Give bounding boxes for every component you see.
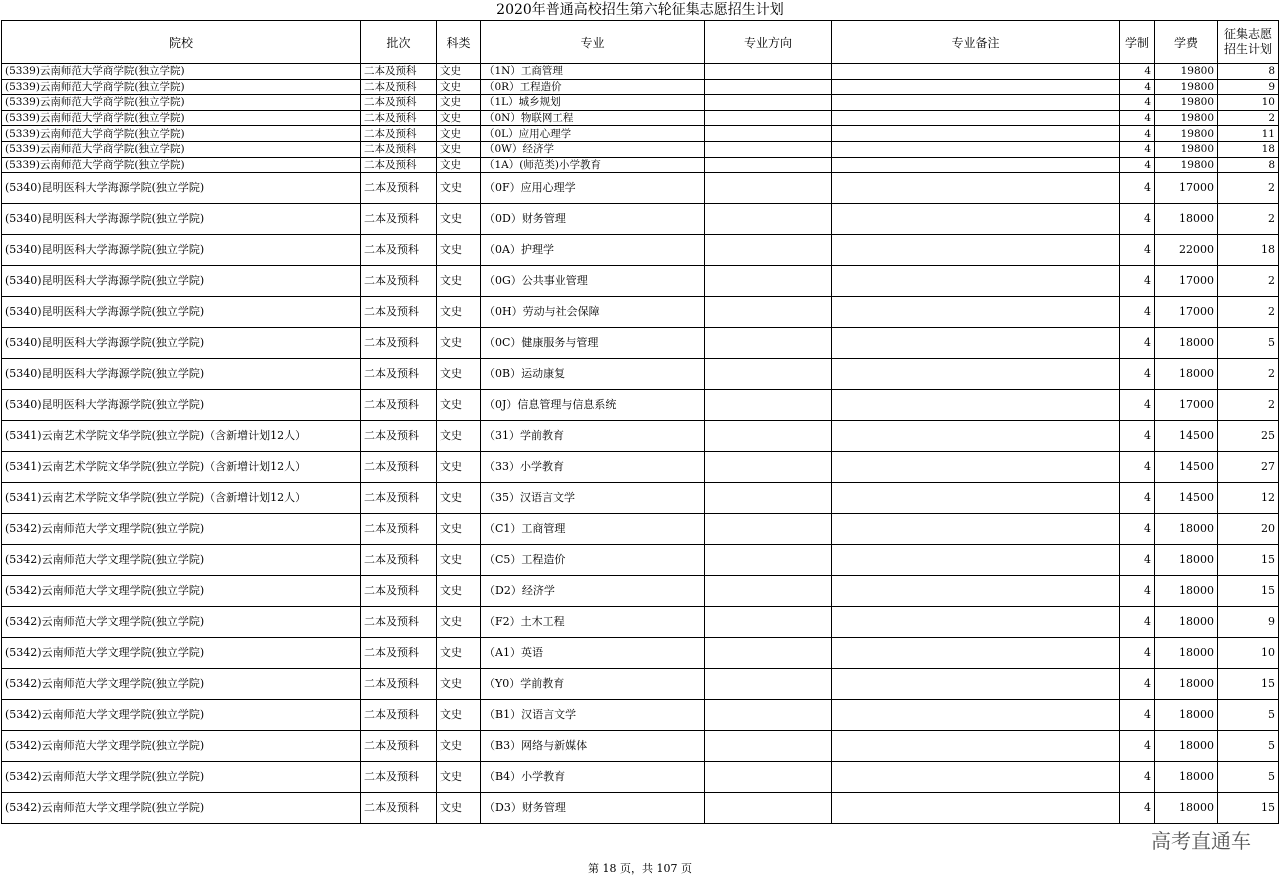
cell-batch: 二本及预科: [361, 514, 437, 545]
cell-batch: 二本及预科: [361, 762, 437, 793]
cell-plan: 18: [1218, 235, 1279, 266]
cell-remark: [832, 731, 1120, 762]
cell-remark: [832, 638, 1120, 669]
cell-fee: 18000: [1155, 545, 1218, 576]
cell-years: 4: [1120, 110, 1155, 126]
cell-remark: [832, 793, 1120, 824]
cell-plan: 20: [1218, 514, 1279, 545]
cell-batch: 二本及预科: [361, 483, 437, 514]
table-row: [2, 545, 1279, 576]
cell-category: 文史: [437, 173, 481, 204]
cell-remark: [832, 79, 1120, 95]
cell-direction: [705, 452, 832, 483]
cell-batch: 二本及预科: [361, 95, 437, 111]
cell-direction: [705, 607, 832, 638]
cell-major: （0B）运动康复: [481, 359, 705, 390]
cell-years: 4: [1120, 359, 1155, 390]
cell-category: 文史: [437, 266, 481, 297]
cell-major: （0R）工程造价: [481, 79, 705, 95]
table-row: [2, 669, 1279, 700]
cell-years: 4: [1120, 607, 1155, 638]
cell-remark: [832, 359, 1120, 390]
cell-fee: 18000: [1155, 576, 1218, 607]
cell-category: 文史: [437, 452, 481, 483]
table-row: [2, 483, 1279, 514]
cell-plan: 2: [1218, 110, 1279, 126]
cell-school: (5339)云南师范大学商学院(独立学院): [2, 157, 361, 173]
cell-category: 文史: [437, 297, 481, 328]
cell-years: 4: [1120, 731, 1155, 762]
header-plan: [1218, 21, 1279, 64]
cell-remark: [832, 173, 1120, 204]
cell-fee: 18000: [1155, 607, 1218, 638]
cell-fee: 19800: [1155, 110, 1218, 126]
cell-direction: [705, 297, 832, 328]
cell-direction: [705, 731, 832, 762]
cell-batch: 二本及预科: [361, 793, 437, 824]
cell-batch: 二本及预科: [361, 545, 437, 576]
cell-fee: 19800: [1155, 157, 1218, 173]
header-school: 院校: [2, 21, 361, 64]
watermark: 高考直通车: [1151, 829, 1251, 853]
cell-batch: 二本及预科: [361, 204, 437, 235]
cell-years: 4: [1120, 235, 1155, 266]
cell-direction: [705, 669, 832, 700]
cell-category: 文史: [437, 204, 481, 235]
cell-school: (5342)云南师范大学文理学院(独立学院): [2, 545, 361, 576]
cell-fee: 14500: [1155, 452, 1218, 483]
cell-remark: [832, 762, 1120, 793]
cell-major: （D2）经济学: [481, 576, 705, 607]
table-row: [2, 126, 1279, 142]
cell-fee: 22000: [1155, 235, 1218, 266]
table-row: [2, 731, 1279, 762]
cell-plan: 25: [1218, 421, 1279, 452]
cell-fee: 18000: [1155, 328, 1218, 359]
cell-plan: 15: [1218, 576, 1279, 607]
cell-years: 4: [1120, 173, 1155, 204]
header-fee: 学费: [1155, 21, 1218, 64]
cell-remark: [832, 607, 1120, 638]
cell-school: (5339)云南师范大学商学院(独立学院): [2, 126, 361, 142]
cell-major: （F2）土木工程: [481, 607, 705, 638]
cell-major: （Y0）学前教育: [481, 669, 705, 700]
cell-remark: [832, 700, 1120, 731]
cell-years: 4: [1120, 793, 1155, 824]
cell-years: 4: [1120, 64, 1155, 80]
cell-remark: [832, 483, 1120, 514]
header-plan-line1: 征集志愿: [1223, 27, 1272, 41]
cell-category: 文史: [437, 328, 481, 359]
header-years: 学制: [1120, 21, 1155, 64]
cell-direction: [705, 157, 832, 173]
table-row: [2, 64, 1279, 80]
table-row: [2, 514, 1279, 545]
cell-school: (5342)云南师范大学文理学院(独立学院): [2, 669, 361, 700]
cell-direction: [705, 545, 832, 576]
cell-years: 4: [1120, 297, 1155, 328]
cell-school: (5340)昆明医科大学海源学院(独立学院): [2, 297, 361, 328]
cell-years: 4: [1120, 669, 1155, 700]
cell-years: 4: [1120, 141, 1155, 157]
cell-batch: 二本及预科: [361, 141, 437, 157]
cell-remark: [832, 235, 1120, 266]
cell-major: （0N）物联网工程: [481, 110, 705, 126]
cell-batch: 二本及预科: [361, 731, 437, 762]
cell-category: 文史: [437, 669, 481, 700]
cell-batch: 二本及预科: [361, 359, 437, 390]
cell-batch: 二本及预科: [361, 390, 437, 421]
cell-plan: 5: [1218, 731, 1279, 762]
cell-school: (5339)云南师范大学商学院(独立学院): [2, 141, 361, 157]
cell-category: 文史: [437, 421, 481, 452]
cell-remark: [832, 95, 1120, 111]
cell-direction: [705, 204, 832, 235]
cell-category: 文史: [437, 64, 481, 80]
table-row: [2, 204, 1279, 235]
cell-batch: 二本及预科: [361, 421, 437, 452]
cell-plan: 2: [1218, 266, 1279, 297]
cell-plan: 2: [1218, 390, 1279, 421]
cell-school: (5341)云南艺术学院文华学院(独立学院)（含新增计划12人）: [2, 421, 361, 452]
cell-plan: 8: [1218, 64, 1279, 80]
cell-direction: [705, 110, 832, 126]
cell-remark: [832, 157, 1120, 173]
cell-years: 4: [1120, 126, 1155, 142]
cell-remark: [832, 452, 1120, 483]
cell-plan: 5: [1218, 700, 1279, 731]
cell-school: (5342)云南师范大学文理学院(独立学院): [2, 793, 361, 824]
header-category: 科类: [437, 21, 481, 64]
cell-school: (5339)云南师范大学商学院(独立学院): [2, 64, 361, 80]
cell-direction: [705, 483, 832, 514]
cell-plan: 5: [1218, 762, 1279, 793]
cell-direction: [705, 762, 832, 793]
cell-fee: 19800: [1155, 126, 1218, 142]
cell-category: 文史: [437, 79, 481, 95]
header-major: 专业: [481, 21, 705, 64]
cell-remark: [832, 390, 1120, 421]
cell-plan: 15: [1218, 545, 1279, 576]
cell-batch: 二本及预科: [361, 607, 437, 638]
cell-years: 4: [1120, 700, 1155, 731]
cell-school: (5340)昆明医科大学海源学院(独立学院): [2, 359, 361, 390]
cell-major: （0L）应用心理学: [481, 126, 705, 142]
cell-school: (5342)云南师范大学文理学院(独立学院): [2, 576, 361, 607]
cell-direction: [705, 266, 832, 297]
cell-fee: 18000: [1155, 700, 1218, 731]
cell-plan: 27: [1218, 452, 1279, 483]
header-plan-line2: 招生计划: [1223, 42, 1272, 56]
cell-school: (5339)云南师范大学商学院(独立学院): [2, 95, 361, 111]
cell-batch: 二本及预科: [361, 328, 437, 359]
cell-major: （0A）护理学: [481, 235, 705, 266]
cell-fee: 18000: [1155, 762, 1218, 793]
table-row: [2, 700, 1279, 731]
cell-category: 文史: [437, 576, 481, 607]
cell-plan: 2: [1218, 173, 1279, 204]
cell-major: （C5）工程造价: [481, 545, 705, 576]
cell-major: （1L）城乡规划: [481, 95, 705, 111]
cell-plan: 15: [1218, 793, 1279, 824]
cell-batch: 二本及预科: [361, 669, 437, 700]
table-body: [2, 64, 1279, 824]
cell-years: 4: [1120, 762, 1155, 793]
cell-remark: [832, 669, 1120, 700]
cell-school: (5341)云南艺术学院文华学院(独立学院)（含新增计划12人）: [2, 452, 361, 483]
cell-batch: 二本及预科: [361, 79, 437, 95]
cell-fee: 14500: [1155, 483, 1218, 514]
cell-major: （1A）(师范类)小学教育: [481, 157, 705, 173]
cell-school: (5340)昆明医科大学海源学院(独立学院): [2, 173, 361, 204]
cell-plan: 5: [1218, 328, 1279, 359]
cell-remark: [832, 328, 1120, 359]
cell-plan: 9: [1218, 607, 1279, 638]
cell-major: （1N）工商管理: [481, 64, 705, 80]
cell-plan: 10: [1218, 95, 1279, 111]
cell-direction: [705, 173, 832, 204]
cell-major: （0J）信息管理与信息系统: [481, 390, 705, 421]
cell-school: (5340)昆明医科大学海源学院(独立学院): [2, 328, 361, 359]
cell-fee: 17000: [1155, 173, 1218, 204]
cell-school: (5342)云南师范大学文理学院(独立学院): [2, 607, 361, 638]
page-footer: 第 18 页，共 107 页: [588, 862, 692, 875]
cell-fee: 18000: [1155, 793, 1218, 824]
cell-category: 文史: [437, 141, 481, 157]
cell-batch: 二本及预科: [361, 173, 437, 204]
table-row: [2, 762, 1279, 793]
cell-batch: 二本及预科: [361, 700, 437, 731]
cell-category: 文史: [437, 126, 481, 142]
cell-years: 4: [1120, 204, 1155, 235]
cell-category: 文史: [437, 483, 481, 514]
table-row: [2, 421, 1279, 452]
cell-direction: [705, 235, 832, 266]
cell-years: 4: [1120, 79, 1155, 95]
cell-direction: [705, 359, 832, 390]
cell-major: （B4）小学教育: [481, 762, 705, 793]
cell-school: (5340)昆明医科大学海源学院(独立学院): [2, 204, 361, 235]
cell-fee: 17000: [1155, 297, 1218, 328]
cell-remark: [832, 576, 1120, 607]
cell-years: 4: [1120, 483, 1155, 514]
cell-years: 4: [1120, 514, 1155, 545]
cell-school: (5341)云南艺术学院文华学院(独立学院)（含新增计划12人）: [2, 483, 361, 514]
enrollment-plan-table: [1, 20, 1279, 824]
cell-school: (5342)云南师范大学文理学院(独立学院): [2, 638, 361, 669]
cell-remark: [832, 266, 1120, 297]
cell-batch: 二本及预科: [361, 297, 437, 328]
cell-major: （31）学前教育: [481, 421, 705, 452]
table-row: [2, 793, 1279, 824]
cell-major: （B1）汉语言文学: [481, 700, 705, 731]
cell-plan: 10: [1218, 638, 1279, 669]
cell-direction: [705, 390, 832, 421]
cell-category: 文史: [437, 235, 481, 266]
cell-major: （0D）财务管理: [481, 204, 705, 235]
table-row: [2, 390, 1279, 421]
cell-direction: [705, 638, 832, 669]
cell-batch: 二本及预科: [361, 266, 437, 297]
cell-batch: 二本及预科: [361, 235, 437, 266]
table-row: [2, 607, 1279, 638]
cell-direction: [705, 126, 832, 142]
cell-fee: 18000: [1155, 638, 1218, 669]
cell-fee: 17000: [1155, 266, 1218, 297]
cell-major: （33）小学教育: [481, 452, 705, 483]
cell-batch: 二本及预科: [361, 157, 437, 173]
cell-plan: 12: [1218, 483, 1279, 514]
cell-years: 4: [1120, 328, 1155, 359]
cell-batch: 二本及预科: [361, 64, 437, 80]
header-batch: 批次: [361, 21, 437, 64]
cell-direction: [705, 793, 832, 824]
cell-batch: 二本及预科: [361, 110, 437, 126]
cell-school: (5342)云南师范大学文理学院(独立学院): [2, 700, 361, 731]
cell-plan: 15: [1218, 669, 1279, 700]
cell-school: (5339)云南师范大学商学院(独立学院): [2, 79, 361, 95]
cell-fee: 14500: [1155, 421, 1218, 452]
cell-major: （0F）应用心理学: [481, 173, 705, 204]
cell-category: 文史: [437, 95, 481, 111]
cell-fee: 18000: [1155, 514, 1218, 545]
cell-remark: [832, 204, 1120, 235]
cell-remark: [832, 126, 1120, 142]
cell-remark: [832, 141, 1120, 157]
table-row: [2, 576, 1279, 607]
cell-remark: [832, 110, 1120, 126]
cell-years: 4: [1120, 452, 1155, 483]
cell-category: 文史: [437, 359, 481, 390]
cell-direction: [705, 95, 832, 111]
cell-major: （35）汉语言文学: [481, 483, 705, 514]
cell-major: （0W）经济学: [481, 141, 705, 157]
table-row: [2, 452, 1279, 483]
table-row: [2, 328, 1279, 359]
table-row: [2, 359, 1279, 390]
cell-plan: 18: [1218, 141, 1279, 157]
cell-category: 文史: [437, 110, 481, 126]
cell-major: （0H）劳动与社会保障: [481, 297, 705, 328]
table-row: [2, 638, 1279, 669]
cell-school: (5342)云南师范大学文理学院(独立学院): [2, 762, 361, 793]
cell-category: 文史: [437, 731, 481, 762]
cell-category: 文史: [437, 762, 481, 793]
cell-fee: 18000: [1155, 359, 1218, 390]
table-row: [2, 157, 1279, 173]
cell-major: （D3）财务管理: [481, 793, 705, 824]
cell-fee: 19800: [1155, 79, 1218, 95]
cell-years: 4: [1120, 421, 1155, 452]
cell-school: (5340)昆明医科大学海源学院(独立学院): [2, 266, 361, 297]
table-row: [2, 235, 1279, 266]
cell-direction: [705, 328, 832, 359]
cell-fee: 19800: [1155, 141, 1218, 157]
cell-category: 文史: [437, 157, 481, 173]
cell-plan: 9: [1218, 79, 1279, 95]
cell-direction: [705, 700, 832, 731]
cell-years: 4: [1120, 545, 1155, 576]
cell-direction: [705, 79, 832, 95]
cell-years: 4: [1120, 266, 1155, 297]
cell-category: 文史: [437, 514, 481, 545]
table-row: [2, 173, 1279, 204]
cell-plan: 2: [1218, 297, 1279, 328]
cell-school: (5342)云南师范大学文理学院(独立学院): [2, 731, 361, 762]
cell-years: 4: [1120, 95, 1155, 111]
table-row: [2, 266, 1279, 297]
cell-major: （0C）健康服务与管理: [481, 328, 705, 359]
table-row: [2, 95, 1279, 111]
cell-school: (5340)昆明医科大学海源学院(独立学院): [2, 235, 361, 266]
cell-remark: [832, 64, 1120, 80]
cell-batch: 二本及预科: [361, 576, 437, 607]
cell-plan: 11: [1218, 126, 1279, 142]
table-row: [2, 141, 1279, 157]
cell-remark: [832, 545, 1120, 576]
cell-category: 文史: [437, 638, 481, 669]
cell-direction: [705, 421, 832, 452]
cell-school: (5342)云南师范大学文理学院(独立学院): [2, 514, 361, 545]
cell-school: (5339)云南师范大学商学院(独立学院): [2, 110, 361, 126]
cell-category: 文史: [437, 700, 481, 731]
cell-batch: 二本及预科: [361, 638, 437, 669]
cell-fee: 17000: [1155, 390, 1218, 421]
cell-direction: [705, 64, 832, 80]
cell-years: 4: [1120, 390, 1155, 421]
cell-school: (5340)昆明医科大学海源学院(独立学院): [2, 390, 361, 421]
document-title: 2020年普通高校招生第六轮征集志愿招生计划: [496, 2, 784, 18]
cell-remark: [832, 514, 1120, 545]
cell-category: 文史: [437, 390, 481, 421]
cell-years: 4: [1120, 157, 1155, 173]
cell-direction: [705, 141, 832, 157]
header-remark: 专业备注: [832, 21, 1120, 64]
table-row: [2, 297, 1279, 328]
table-row: [2, 79, 1279, 95]
cell-plan: 2: [1218, 204, 1279, 235]
header-direction: 专业方向: [705, 21, 832, 64]
cell-batch: 二本及预科: [361, 452, 437, 483]
cell-direction: [705, 576, 832, 607]
cell-fee: 18000: [1155, 669, 1218, 700]
cell-fee: 19800: [1155, 95, 1218, 111]
cell-fee: 18000: [1155, 731, 1218, 762]
cell-batch: 二本及预科: [361, 126, 437, 142]
cell-plan: 2: [1218, 359, 1279, 390]
cell-remark: [832, 297, 1120, 328]
table-row: [2, 110, 1279, 126]
cell-major: （B3）网络与新媒体: [481, 731, 705, 762]
cell-major: （A1）英语: [481, 638, 705, 669]
cell-remark: [832, 421, 1120, 452]
cell-fee: 19800: [1155, 64, 1218, 80]
cell-category: 文史: [437, 545, 481, 576]
cell-direction: [705, 514, 832, 545]
cell-major: （C1）工商管理: [481, 514, 705, 545]
cell-major: （0G）公共事业管理: [481, 266, 705, 297]
cell-years: 4: [1120, 638, 1155, 669]
cell-category: 文史: [437, 793, 481, 824]
cell-years: 4: [1120, 576, 1155, 607]
table-header-row: [2, 21, 1279, 64]
cell-fee: 18000: [1155, 204, 1218, 235]
cell-category: 文史: [437, 607, 481, 638]
cell-plan: 8: [1218, 157, 1279, 173]
